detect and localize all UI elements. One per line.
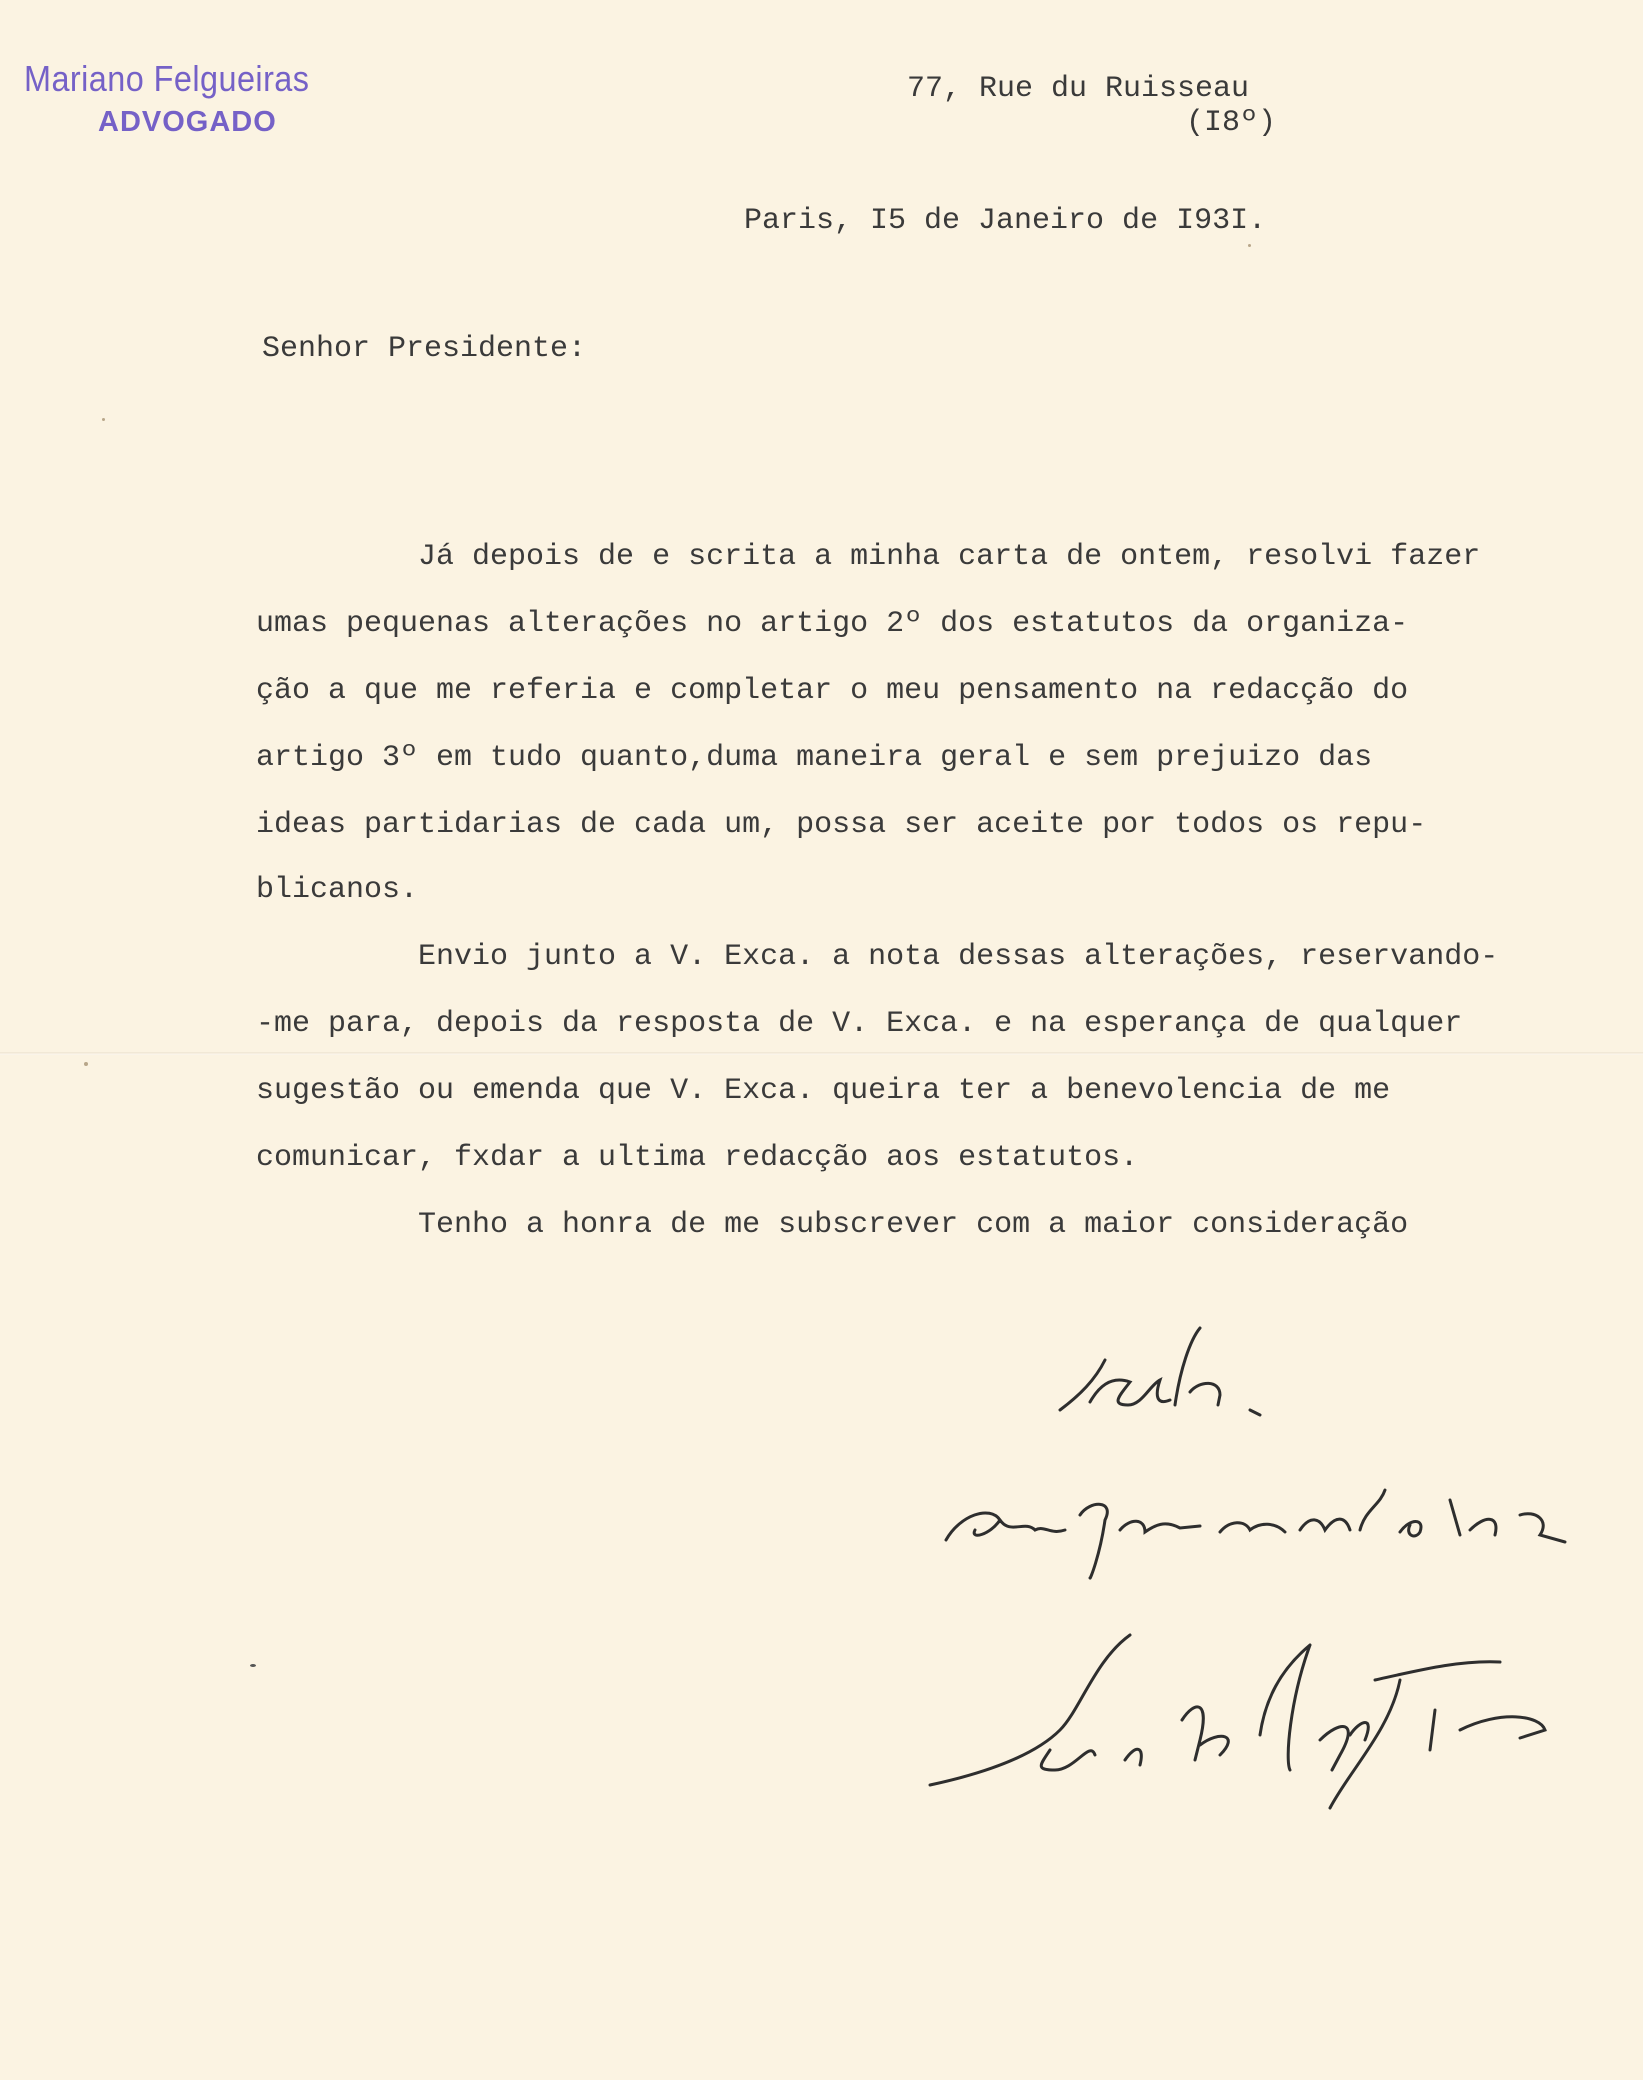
letterhead-name: Mariano Felgueiras [24, 58, 310, 99]
body-line: Tenho a honra de me subscrever com a maior consideração [256, 1208, 1409, 1242]
body-line: ção a que me referia e completar o meu pensamento na redacção do [256, 674, 1409, 708]
body-line: Envio junto a V. Exca. a nota dessas alterações, reservando- [256, 940, 1499, 974]
handwritten-closing-line-2 [940, 1460, 1580, 1580]
paper-speck [1248, 244, 1251, 247]
body-line: sugestão ou emenda que V. Exca. queira ter a benevolencia de me [256, 1074, 1391, 1108]
address-arrondissement: (I8º) [1186, 106, 1277, 140]
body-line: blicanos. [256, 873, 419, 907]
body-line: comunicar, fxdar a ultima redacção aos estatutos. [256, 1141, 1139, 1175]
letterhead-title: ADVOGADO [98, 106, 277, 138]
paper-speck [102, 418, 105, 421]
body-line: Já depois de e scrita a minha carta de ontem, resolvi fazer [256, 540, 1481, 574]
letterhead-stamp [24, 58, 341, 139]
address-street: 77, Rue du Ruisseau [907, 72, 1250, 106]
paper-speck [250, 1664, 256, 1667]
body-line: ideas partidarias de cada um, possa ser aceite por todos os repu- [256, 808, 1427, 842]
handwritten-signature [920, 1620, 1570, 1820]
paper-speck [84, 1062, 88, 1066]
handwritten-closing-line-1 [1050, 1310, 1310, 1430]
letter-date: Paris, I5 de Janeiro de I93I. [744, 204, 1267, 238]
body-line: -me para, depois da resposta de V. Exca. e na esperança de qualquer [256, 1007, 1463, 1041]
body-line: artigo 3º em tudo quanto,duma maneira geral e sem prejuizo das [256, 741, 1373, 775]
salutation: Senhor Presidente: [262, 332, 587, 366]
paper-fold [0, 1052, 1643, 1055]
body-line: umas pequenas alterações no artigo 2º dos estatutos da organiza- [256, 607, 1409, 641]
